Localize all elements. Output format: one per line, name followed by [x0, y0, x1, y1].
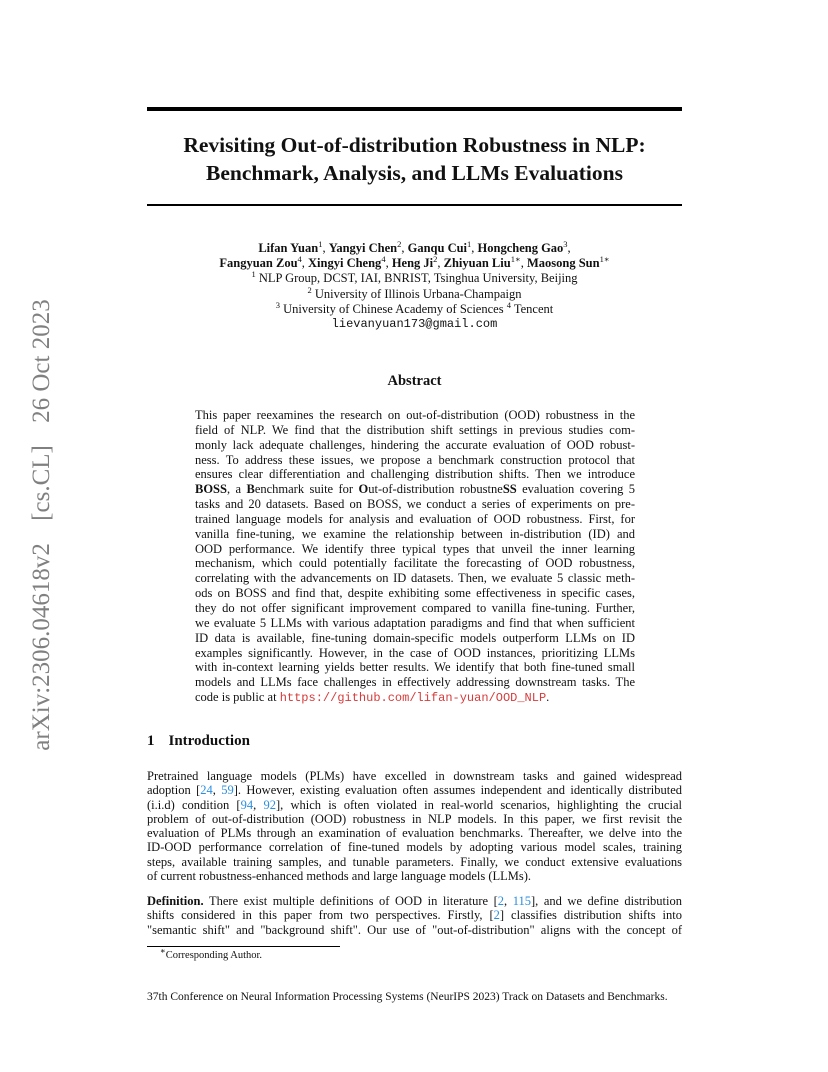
affiliation-mark: 1	[467, 238, 472, 249]
text-run: .	[546, 690, 550, 705]
section-heading-introduction	[147, 733, 250, 750]
author-name: Hongcheng Gao	[477, 241, 564, 255]
intro-paragraph-2	[147, 894, 682, 937]
text-run: ], which is often violated in real-world scenarios, highlighting the crucial	[275, 797, 683, 812]
affiliation-mark: 2	[397, 238, 402, 249]
affiliation-mark: 4	[297, 254, 302, 265]
paragraph-line: ID-OOD performance correlation of fine-tuned models by adopting various model scales, training	[147, 840, 682, 855]
abstract-line: ID data is available, fine-tuning domain-specific models outperform LLMs on ID	[195, 630, 635, 645]
affiliation-text: NLP Group, DCST, IAI, BNRIST, Tsinghua University, Beijing	[258, 271, 578, 286]
intro-paragraph-1	[147, 769, 682, 883]
author-line-1: Lifan Yuan$^1$, Yangyi Chen$^2$, Ganqu Cui$^1$, Hongcheng Gao$^3$,	[258, 238, 571, 255]
text-run: ]. However, existing evaluation often assumes independent and identically distributed	[233, 783, 682, 798]
abstract-line: monly lack adequate challenges, hindering the accurate evaluation of OOD robust-	[195, 437, 635, 452]
text-run: (i.i.d) condition [	[147, 797, 241, 812]
text-run: There exist multiple definitions of OOD in literature [	[203, 894, 498, 908]
abstract-line: OOD performance. We identify three typical types that unveil the inner learning	[195, 541, 635, 556]
footnote-text: Corresponding Author.	[165, 950, 263, 961]
abstract-body	[195, 408, 635, 706]
abstract-line	[195, 690, 635, 706]
author-name: Fangyuan Zou	[219, 256, 298, 271]
paper-title	[147, 131, 682, 187]
text-run: adoption [	[147, 783, 201, 798]
author-name: Yangyi Chen	[328, 241, 398, 255]
text-run: code is public at	[195, 690, 280, 705]
affiliation-text: University of Illinois Urbana-Champaign	[314, 286, 522, 301]
abstract-line: examples significantly. However, in the case of OOD instances, prioritizing LLMs	[195, 645, 635, 660]
paragraph-line: of current robustness-enhanced methods and large language models (LLMs).	[147, 869, 532, 884]
paragraph-line: problem of out-of-distribution (OOD) robustness in NLP models. In this paper, we first revisit the	[147, 811, 682, 826]
paragraph-line: Pretrained language models (PLMs) have excelled in downstream tasks and gained widespread	[147, 769, 682, 783]
citation-link[interactable]: 24	[200, 783, 213, 798]
affiliation-mark: 3	[563, 238, 568, 249]
abstract-line: tasks and 20 datasets. Based on BOSS, we conduct a series of experiments on pre-	[195, 497, 635, 512]
author-name: Ganqu Cui	[407, 241, 468, 255]
author-name: Lifan Yuan	[258, 241, 319, 255]
abstract-line	[195, 482, 635, 497]
abstract-line: with in-context learning yields better results. We identify that both fine-tuned small	[195, 660, 635, 675]
abstract-line: field of NLP. We find that the distribution shift settings in previous studies com-	[195, 422, 635, 437]
boss-acronym: BOSS	[195, 482, 227, 497]
affiliation-text: Tencent	[513, 301, 554, 316]
affiliation-mark: 2	[433, 254, 438, 265]
affiliation-index: 2	[307, 284, 312, 295]
definition-label: Definition.	[147, 894, 204, 908]
text-run: ], and we define distribution	[530, 894, 682, 908]
abstract-line: they do not offer significant improvement compared to vanilla fine-tuning. Further,	[195, 600, 635, 615]
paragraph-line	[147, 908, 682, 922]
acronym-letter: B	[246, 482, 255, 497]
abstract-line: correlating with the advancements on ID datasets. Then, we evaluate 5 classic meth-	[195, 571, 635, 586]
author-block	[147, 238, 682, 332]
acronym-letter: O	[358, 482, 369, 497]
affiliation-mark: 1∗	[599, 254, 610, 265]
paragraph-line: steps, available training samples, and tunable parameters. Finally, we conduct extensive evaluations	[147, 854, 682, 869]
affiliation-1	[147, 271, 682, 286]
text-run: shifts considered in this paper from two perspectives. Firstly, [	[147, 908, 494, 923]
section-title: Introduction	[168, 733, 250, 749]
citation-link[interactable]: 2	[497, 894, 504, 908]
text-run: ,	[212, 783, 222, 798]
author-email[interactable]: lievanyuan173@gmail.com	[331, 317, 498, 332]
footnote-rule	[147, 946, 340, 947]
text-run: enchmark suite for	[254, 482, 359, 497]
author-name: Maosong Sun	[526, 256, 600, 271]
arxiv-id: arXiv:2306.04618v2	[28, 543, 55, 751]
abstract-line: we evaluate 5 LLMs with various adaptation paradigms and find that when sufficient	[195, 615, 635, 630]
author-name: Heng Ji	[391, 256, 434, 271]
text-run: evaluation covering 5	[516, 482, 635, 497]
citation-link[interactable]: 94	[240, 797, 254, 812]
title-top-rule	[147, 107, 682, 111]
paragraph-line	[147, 783, 682, 797]
text-run: , a	[226, 482, 247, 497]
abstract-heading: Abstract	[387, 373, 442, 389]
abstract-line: This paper reexamines the research on out-of-distribution (OOD) robustness in the	[195, 408, 635, 422]
abstract-line: ness. To address these issues, we propose a benchmark construction protocol that	[195, 452, 635, 467]
footnote	[160, 945, 263, 961]
acronym-letter: SS	[502, 482, 517, 497]
paragraph-line: evaluation of PLMs through an examination of evaluation benchmarks. Thereafter, we delve into the	[147, 826, 682, 841]
corresponding-mark: ∗	[514, 254, 521, 265]
abstract-line: ensures clear differentiation and challenging distribution shifts. Then we introduce	[195, 467, 635, 482]
text-run: ut-of-distribution robustne	[368, 482, 503, 497]
abstract-line: mechanism, which could potentially facilitate the forecasting of OOD robustness,	[195, 556, 635, 571]
citation-link[interactable]: 115	[512, 894, 531, 908]
title-line-2: Benchmark, Analysis, and LLMs Evaluations	[206, 161, 623, 185]
abstract-line: models and LLMs face challenges in effectively addressing downstream tasks. The	[195, 675, 635, 690]
paragraph-line	[147, 798, 682, 812]
affiliation-mark: 1	[510, 254, 515, 265]
affiliation-mark: 4	[381, 254, 386, 265]
venue-footer: 37th Conference on Neural Information Processing Systems (NeurIPS 2023) Track on Datasets and Benchmarks.	[147, 991, 668, 1003]
arxiv-date: 26 Oct 2023	[28, 299, 55, 423]
title-line-1: Revisiting Out-of-distribution Robustness in NLP:	[183, 133, 646, 157]
text-run: ] classifies distribution shifts into	[499, 908, 682, 923]
author-line-2: Fangyuan Zou$^4$, Xingyi Cheng$^4$, Heng Ji$^2$, Zhiyuan Liu$^{1∗}$, Maosong Sun$^{1∗}$	[219, 254, 610, 271]
abstract-line: ods on BOSS and find that, despite exhibiting some effectiveness in specific cases,	[195, 586, 635, 601]
affiliation-text: University of Chinese Academy of Sciences	[283, 301, 504, 316]
section-number: 1	[147, 733, 155, 749]
abstract-line: vanilla fine-tuning, we examine the relationship between in-distribution (ID) and	[195, 526, 635, 541]
abstract-line: trained language models for analysis and evaluation of OOD robustness. First, for	[195, 511, 635, 526]
author-name: Xingyi Cheng	[308, 256, 382, 271]
citation-link[interactable]: 59	[221, 783, 234, 798]
text-run: ,	[504, 894, 513, 908]
footnote-mark: ∗	[160, 945, 166, 956]
github-link[interactable]: https://github.com/lifan-yuan/OOD_NLP	[279, 691, 547, 706]
text-run: ,	[253, 797, 264, 812]
citation-link[interactable]: 2	[493, 908, 500, 923]
affiliation-mark: 1	[318, 238, 323, 249]
arxiv-category: [cs.CL]	[28, 445, 55, 521]
paragraph-line	[147, 894, 682, 908]
affiliation-2	[147, 284, 682, 302]
citation-link[interactable]: 92	[263, 797, 276, 812]
title-bottom-rule	[147, 204, 682, 206]
affiliation-index: 4	[506, 299, 511, 310]
affiliation-3-4	[147, 299, 682, 317]
author-name: Zhiyuan Liu	[443, 256, 511, 271]
affiliation-index: 3	[275, 299, 280, 310]
affiliation-index: 1	[251, 269, 256, 280]
paragraph-line: "semantic shift" and "background shift". Our use of "out-of-distribution" aligns with the concept of	[147, 922, 682, 937]
arxiv-sidebar-stamp	[28, 291, 56, 758]
